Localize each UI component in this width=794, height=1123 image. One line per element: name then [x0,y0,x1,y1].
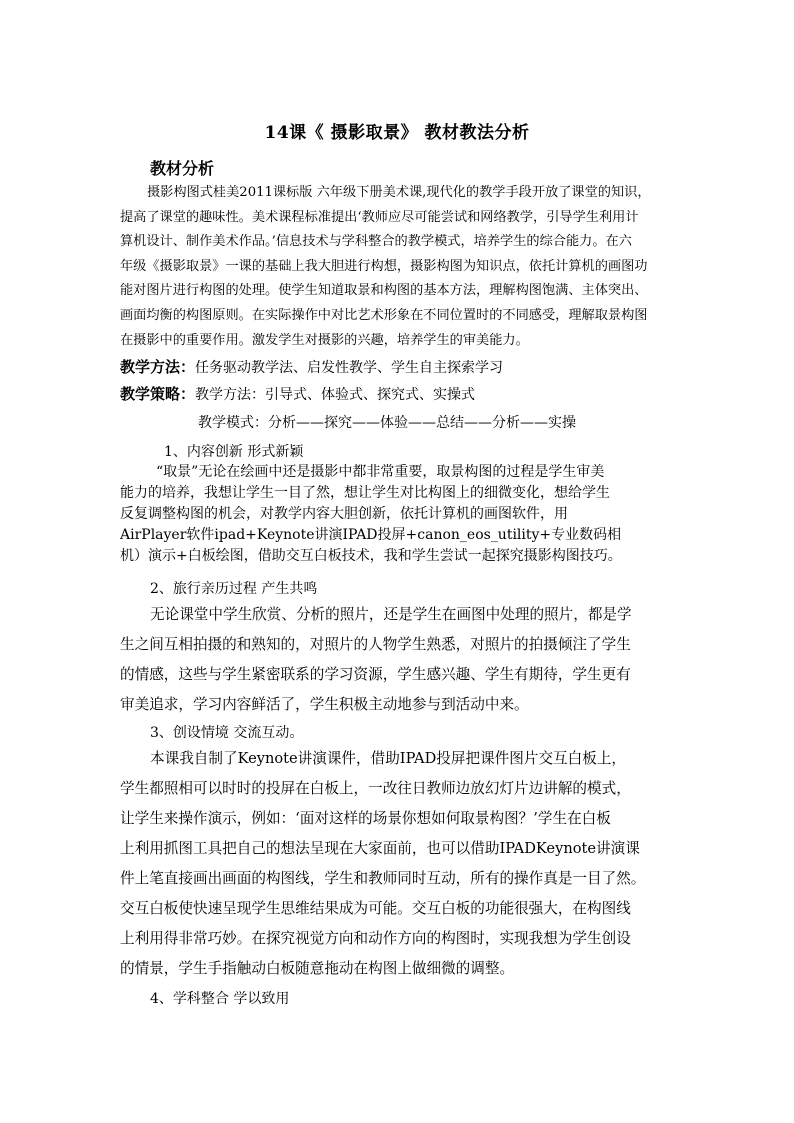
teaching-method-label: 教学方法： [120,358,196,376]
analysis-line: 提高了课堂的趣味性。美术课程标准提出‘教师应尽可能尝试和网络教学，引导学生利用计 [120,209,639,225]
analysis-line: 摄影构图式桂美2011课标版 六年级下册美术课,现代化的教学手段开放了课堂的知识， [147,185,651,200]
point1-line: 能力的培养，我想让学生一目了然，想让学生对比构图上的细微变化，想给学生 [120,485,610,501]
point2-heading: 2、旅行亲历过程 产生共鸣 [150,581,318,597]
point3-paragraph [120,744,680,984]
point1-line: 机）演示+白板绘图，借助交互白板技术，我和学生尝试一起探究摄影构图技巧。 [120,548,622,564]
point3-line: 件上笔直接画出画面的构图线，学生和教师同时互动，所有的操作真是一目了然。 [120,870,646,887]
page-title: 14课《 摄影取景》 教材教法分析 [264,123,530,143]
point3-heading: 3、创设情境 交流互动。 [150,725,304,741]
analysis-line: 在摄影中的重要作用。激发学生对摄影的兴趣，培养学生的审美能力。 [120,332,529,348]
analysis-line: 画面均衡的构图原则。在实际操作中对比艺术形象在不同位置时的不同感受，理解取景构图 [120,307,648,323]
teaching-strategy-label: 教学策略： [120,385,196,403]
teaching-strategy [120,383,475,404]
point1-line: AirPlayer软件ipad+Keynote讲演IPAD投屏+canon_eos_utility+专业数码相 [120,527,622,543]
analysis-line: 算机设计、制作美术作品。’信息技术与学科整合的教学模式，培养学生的综合能力。在六 [120,234,632,250]
analysis-line: 年级《摄影取景》一课的基础上我大胆进行构想，摄影构图为知识点，依托计算机的画图功 [120,258,648,274]
point3-line: 上利用得非常巧妙。在探究视觉方向和动作方向的构图时，实现我想为学生创设 [120,930,631,947]
point1-line: “取景”无论在绘画中还是摄影中都非常重要，取景构图的过程是学生审美 [156,464,605,480]
point3-line: 交互白板使快速呈现学生思维结果成为可能。交互白板的功能很强大，在构图线 [120,900,631,917]
point1-line: 反复调整构图的机会，对教学内容大胆创新，依托计算机的画图软件，用 [120,506,568,522]
point3-line: 的情景，学生手指触动白板随意拖动在构图上做细微的调整。 [120,960,515,977]
point1-heading: 1、内容创新 形式新颖 [164,444,304,460]
point3-line: 让学生来操作演示，例如：‘面对这样的场景你想如何取景构图？’学生在白板 [120,810,611,827]
analysis-line: 能对图片进行构图的处理。使学生知道取景和构图的基本方法，理解构图饱满、主体突出、 [120,283,648,299]
analysis-paragraph [120,181,680,353]
point3-line: 上利用抓图工具把自己的想法呈现在大家面前，也可以借助IPADKeynote讲演课 [120,840,640,857]
point1-paragraph [120,462,680,567]
point2-paragraph [120,600,680,720]
point2-line: 审美追求，学习内容鲜活了，学生积极主动地参与到活动中来。 [120,696,529,713]
point4-heading: 4、学科整合 学以致用 [150,991,290,1007]
point3-line: 学生都照相可以时时的投屏在白板上，一改往日教师边放幻灯片边讲解的模式， [120,780,631,797]
point3-line: 本课我自制了Keynote讲演课件，借助IPAD投屏把课件图片交互白板上， [150,750,627,767]
point2-line: 的情感，这些与学生紧密联系的学习资源，学生感兴趣、学生有期待，学生更有 [120,666,631,683]
teaching-mode: 教学模式：分析——探究——体验——总结——分析——实操 [198,415,576,431]
teaching-method [120,356,503,377]
teaching-strategy-text: 教学方法：引导式、体验式、探究式、实操式 [195,387,476,403]
point2-line: 无论课堂中学生欣赏、分析的照片，还是学生在画图中处理的照片，都是学 [150,606,632,623]
section-heading: 教材分析 [150,159,215,178]
point2-line: 生之间互相拍摄的和熟知的，对照片的人物学生熟悉，对照片的拍摄倾注了学生 [120,636,631,653]
teaching-method-text: 任务驱动教学法、启发性教学、学生自主探索学习 [195,360,504,376]
